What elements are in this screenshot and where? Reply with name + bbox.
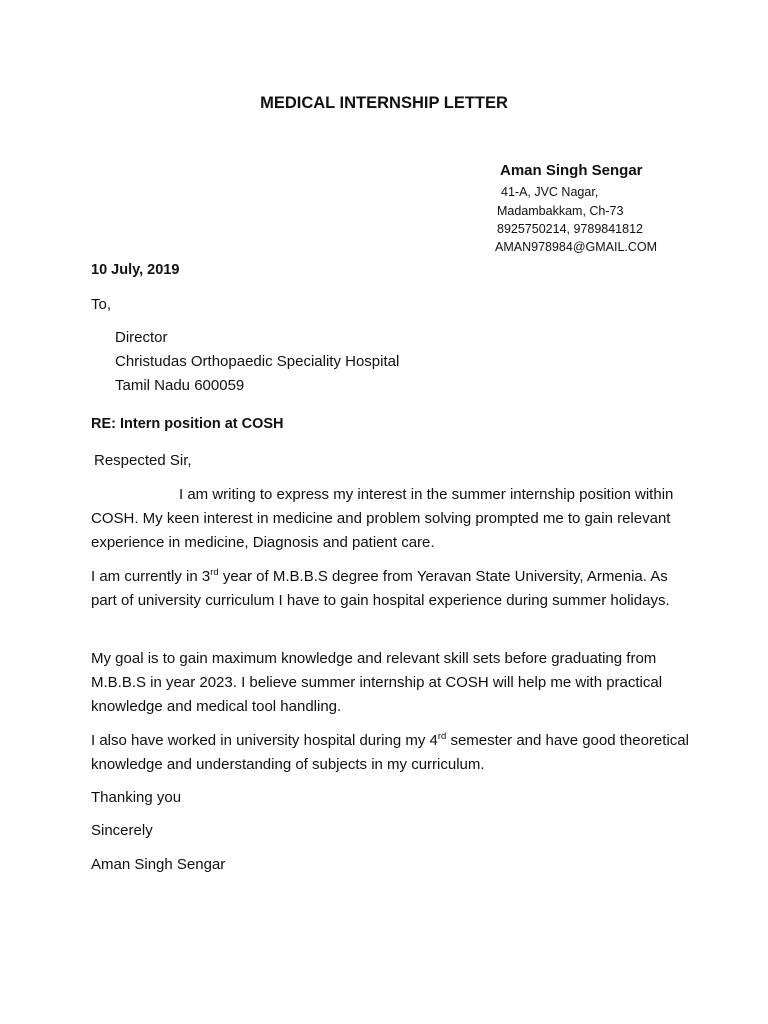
sender-address-line1: 41-A, JVC Nagar, xyxy=(501,185,599,199)
sender-address-line2: Madambakkam, Ch-73 xyxy=(497,204,624,218)
salutation: Respected Sir, xyxy=(94,452,192,469)
recipient-organization: Christudas Orthopaedic Speciality Hospital xyxy=(115,353,400,370)
sender-name: Aman Singh Sengar xyxy=(500,162,643,179)
paragraph-education-text-end: year of M.B.B.S degree from Yeravan State University, Armenia. As part of university curriculum I have to gain hospital experience during summer holidays. xyxy=(91,568,670,609)
paragraph-experience-text-end: semester and have good theoretical knowledge and understanding of subjects in my curriculum. xyxy=(91,732,689,773)
recipient-state: Tamil Nadu xyxy=(115,377,191,394)
to-label: To, xyxy=(91,296,112,313)
paragraph-intro xyxy=(91,483,691,555)
ordinal-suffix: rd xyxy=(210,567,219,578)
letter-date: 10 July, 2019 xyxy=(91,262,180,278)
recipient-location xyxy=(115,377,244,394)
paragraph-experience xyxy=(91,729,691,777)
sender-email: AMAN978984@GMAIL.COM xyxy=(495,240,658,254)
sender-phone: 8925750214, 9789841812 xyxy=(497,222,643,236)
signature-name: Aman Singh Sengar xyxy=(91,856,226,873)
paragraph-education-text-start: I am currently in 3 xyxy=(91,568,211,585)
recipient-title: Director xyxy=(115,329,168,346)
closing-sincerely: Sincerely xyxy=(91,822,153,839)
recipient-pincode: 600059 xyxy=(194,377,245,394)
page-title: MEDICAL INTERNSHIP LETTER xyxy=(260,94,508,112)
paragraph-experience-text-start: I also have worked in university hospital during my 4 xyxy=(91,732,438,749)
paragraph-goal: My goal is to gain maximum knowledge and relevant skill sets before graduating from M.B.B.S in year 2023. I believe summer internship at COSH will help me with practical knowledge and medical tool handling. xyxy=(91,650,663,715)
subject-line: RE: Intern position at COSH xyxy=(91,416,284,432)
ordinal-suffix: rd xyxy=(437,731,447,742)
closing-thanks: Thanking you xyxy=(91,789,182,806)
paragraph-intro-text: I am writing to express my interest in the summer internship position within COSH. My keen interest in medicine and problem solving prompted me to gain relevant experience in medicine, Diagnosis and patient care. xyxy=(91,486,674,551)
paragraph-education xyxy=(91,565,691,613)
